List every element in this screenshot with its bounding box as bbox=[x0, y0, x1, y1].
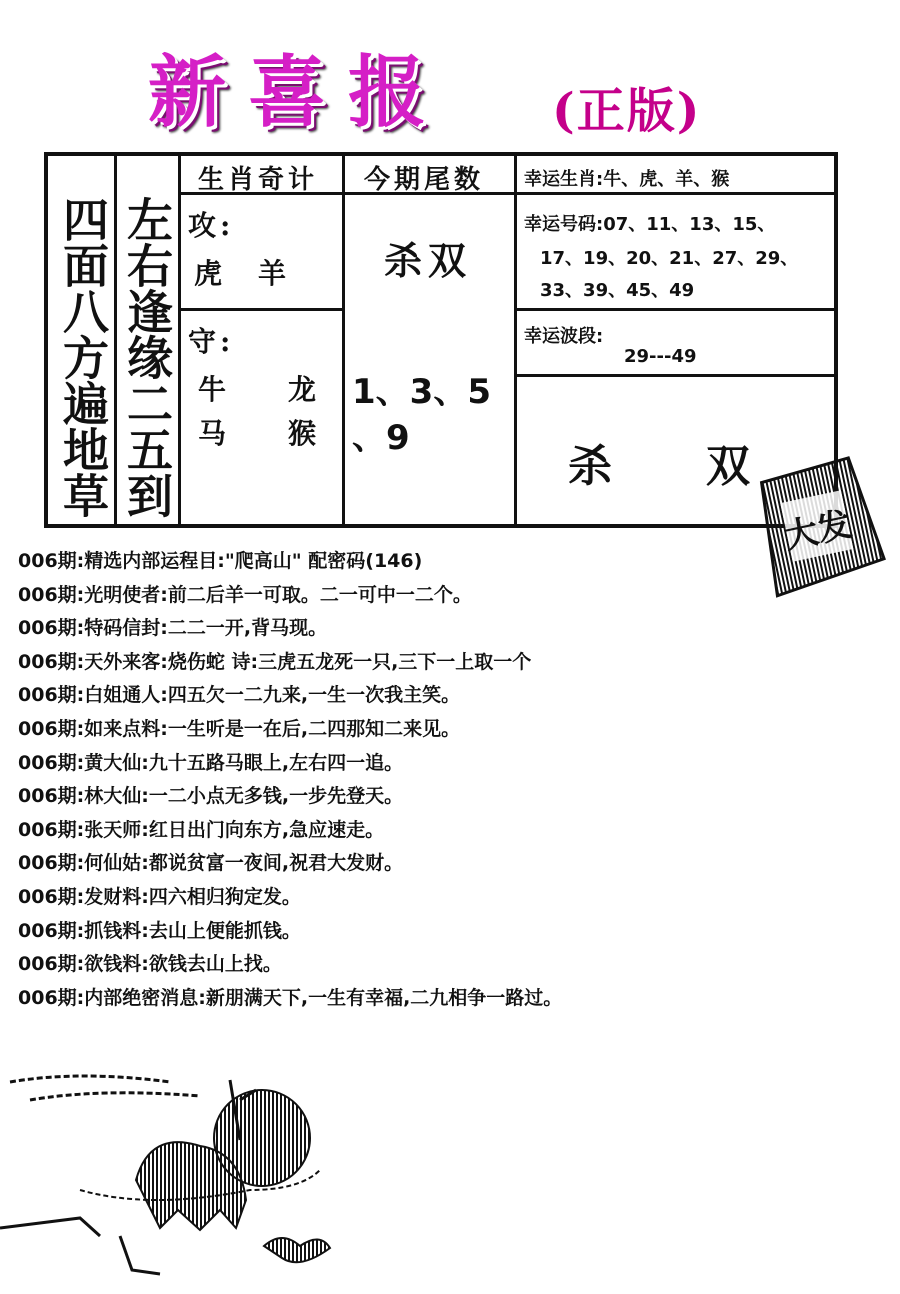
left-vertical-slogan: 四面八方遍地草 bbox=[56, 196, 110, 518]
attack-result: 杀双 bbox=[384, 238, 473, 283]
attack-item: 虎 bbox=[194, 257, 235, 290]
defend-item: 猴 bbox=[288, 417, 329, 450]
prediction-line: 006期:林大仙:一二小点无多钱,一步先登天。 bbox=[18, 785, 404, 808]
page-subtitle: (正版) bbox=[552, 83, 702, 139]
table-divider bbox=[178, 308, 342, 311]
table-divider bbox=[342, 156, 345, 524]
info-table bbox=[44, 152, 838, 528]
lucky-numbers-line: 17、19、20、21、27、29、 bbox=[540, 248, 799, 269]
lucky-zodiac: 幸运生肖:牛、虎、羊、猴 bbox=[524, 169, 730, 190]
prediction-line: 006期:张天师:红日出门向东方,急应速走。 bbox=[18, 818, 385, 841]
tail-header: 今期尾数 bbox=[364, 165, 485, 195]
page-title: 新喜报 bbox=[148, 47, 449, 138]
prediction-line: 006期:黄大仙:九十五路马眼上,左右四一追。 bbox=[18, 751, 404, 774]
lucky-wave-label: 幸运波段: bbox=[524, 326, 604, 347]
defend-item: 牛 bbox=[198, 373, 239, 406]
middle-vertical-slogan: 左右逢缘二五到 bbox=[120, 196, 174, 518]
prediction-line: 006期:发财料:四六相归狗定发。 bbox=[18, 886, 301, 908]
table-divider bbox=[514, 156, 517, 524]
defend-item: 龙 bbox=[288, 373, 329, 406]
bottom-result: 双 bbox=[706, 441, 750, 492]
seal-stamp bbox=[740, 450, 894, 604]
prediction-line: 006期:内部绝密消息:新朋满天下,一生有幸福,二九相争一路过。 bbox=[18, 986, 563, 1009]
tail-numbers: 、9 bbox=[352, 418, 410, 458]
lucky-numbers-line: 33、39、45、49 bbox=[540, 280, 695, 301]
lucky-numbers-line: 幸运号码:07、11、13、15、 bbox=[524, 214, 776, 235]
prediction-line: 006期:何仙姑:都说贫富一夜间,祝君大发财。 bbox=[18, 852, 404, 875]
zodiac-header: 生肖奇计 bbox=[198, 165, 319, 195]
table-divider bbox=[114, 156, 117, 524]
prediction-line: 006期:抓钱料:去山上便能抓钱。 bbox=[18, 919, 301, 942]
stamp-text: 大发 bbox=[780, 504, 856, 558]
bottom-result: 杀 bbox=[568, 441, 612, 492]
prediction-line: 006期:如来点料:一生听是一在后,二四那知二来见。 bbox=[18, 718, 461, 740]
prediction-line: 006期:特码信封:二二一开,背马现。 bbox=[18, 617, 328, 640]
defend-item: 马 bbox=[198, 417, 239, 450]
table-divider bbox=[178, 156, 181, 524]
lucky-wave-value: 29---49 bbox=[624, 346, 697, 367]
prediction-line: 006期:白姐通人:四五欠一二九来,一生一次我主笑。 bbox=[18, 684, 461, 707]
tail-numbers: 1、3、5 bbox=[352, 372, 491, 412]
prediction-line: 006期:欲钱料:欲钱去山上找。 bbox=[18, 953, 282, 976]
prediction-line: 006期:光明使者:前二后羊一可取。二一可中一二个。 bbox=[18, 583, 472, 606]
defend-label: 守: bbox=[188, 325, 235, 358]
attack-item: 羊 bbox=[258, 257, 299, 290]
table-divider bbox=[514, 308, 838, 311]
table-divider bbox=[514, 374, 838, 377]
attack-label: 攻: bbox=[188, 209, 235, 242]
decorative-landscape-art bbox=[0, 1060, 340, 1290]
prediction-line: 006期:精选内部运程目:"爬高山" 配密码(146) bbox=[18, 550, 423, 572]
prediction-line: 006期:天外来客:烧伤蛇 诗:三虎五龙死一只,三下一上取一个 bbox=[18, 650, 532, 673]
